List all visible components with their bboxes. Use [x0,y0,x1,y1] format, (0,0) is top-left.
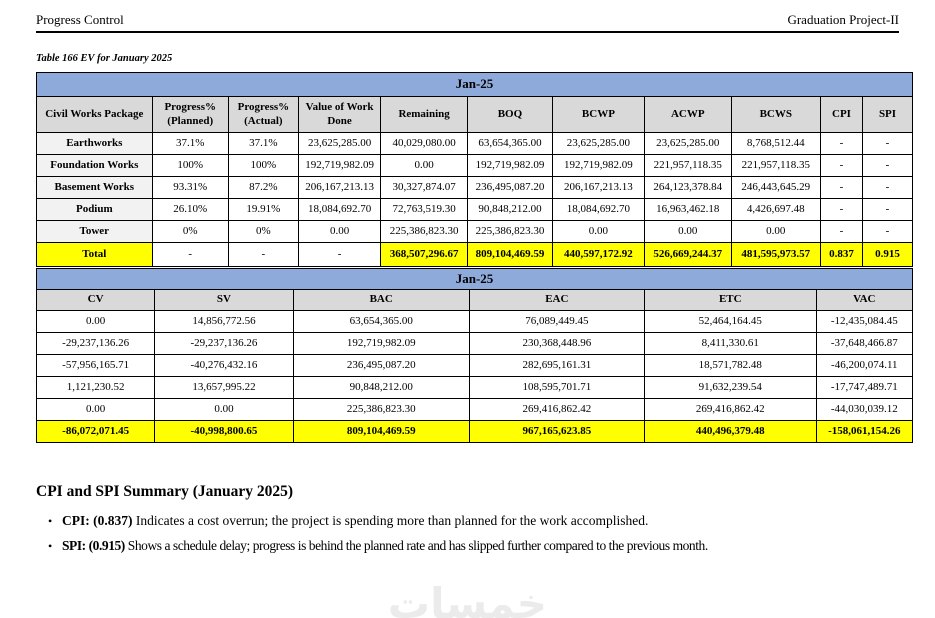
table-cell: 269,416,862.42 [469,399,644,421]
table-row [37,221,913,243]
table-cell: 246,443,645.29 [731,177,820,199]
table-cell: 63,654,365.00 [467,133,552,155]
row-label: Foundation Works [37,155,153,177]
table-cell: -12,435,084.45 [816,311,912,333]
table-cell: -17,747,489.71 [816,377,912,399]
summary-title: CPI and SPI Summary (January 2025) [36,483,294,500]
table-cell: - [820,221,862,243]
table-cell: - [820,199,862,221]
table-cell: 37.1% [228,133,298,155]
table-cell: 30,327,874.07 [381,177,468,199]
total-cell: 0.837 [820,243,862,267]
table-cell: 72,763,519.30 [381,199,468,221]
column-header: Civil Works Package [37,97,153,133]
cpi-bullet [36,513,899,529]
total-cell: 967,165,623.85 [469,421,644,443]
table-cell: 192,719,982.09 [467,155,552,177]
column-header: BAC [293,290,469,311]
table-cell: 0% [152,221,228,243]
table-cell: 225,386,823.30 [293,399,469,421]
table-cell: 0.00 [37,311,155,333]
table-cell: 100% [152,155,228,177]
table-cell: 18,084,692.70 [552,199,644,221]
spi-bullet-text: Shows a schedule delay; progress is behind the planned rate and has slipped further compared to the previous month. [124,538,708,553]
month-band: Jan-25 [37,269,913,290]
column-header: ACWP [644,97,731,133]
table-cell: 91,632,239.54 [644,377,816,399]
column-header: SPI [863,97,913,133]
column-header: ETC [644,290,816,311]
table-cell: 8,411,330.61 [644,333,816,355]
table-cell: 19.91% [228,199,298,221]
document-header [36,12,899,33]
khamsat-watermark-logo: خمسات [387,579,548,618]
table-cell: - [820,177,862,199]
table-cell: 4,426,697.48 [731,199,820,221]
total-cell: 526,669,244.37 [644,243,731,267]
column-header: BCWP [552,97,644,133]
total-cell: -40,998,800.65 [155,421,293,443]
cpi-bullet-text: Indicates a cost overrun; the project is spending more than planned for the work accomplished. [132,513,649,528]
table-cell: 225,386,823.30 [467,221,552,243]
row-label: Earthworks [37,133,153,155]
column-header: VAC [816,290,912,311]
table-cell: 18,084,692.70 [298,199,380,221]
table-cell: 230,368,448.96 [469,333,644,355]
total-cell: - [298,243,380,267]
table-cell: - [820,133,862,155]
table-cell: 52,464,164.45 [644,311,816,333]
table-cell: 0.00 [298,221,380,243]
table-cell: 264,123,378.84 [644,177,731,199]
table-cell: -29,237,136.26 [37,333,155,355]
table-cell: 206,167,213.13 [298,177,380,199]
total-cell: 481,595,973.57 [731,243,820,267]
table-cell: - [863,177,913,199]
table-cell: 63,654,365.00 [293,311,469,333]
table-cell: 221,957,118.35 [644,155,731,177]
total-cell: 809,104,469.59 [467,243,552,267]
table-cell: 192,719,982.09 [293,333,469,355]
table-caption: Table 166 EV for January 2025 [36,53,173,64]
table-cell: 0% [228,221,298,243]
header-left-title: Progress Control [36,12,124,27]
table-cell: - [863,221,913,243]
column-header: Progress% (Actual) [228,97,298,133]
bullet-icon: • [48,539,53,553]
table-row [37,399,913,421]
spi-bullet-label: SPI: (0.915) [62,538,125,553]
total-cell: - [228,243,298,267]
table-cell: 76,089,449.45 [469,311,644,333]
column-header: BCWS [731,97,820,133]
table-cell: 40,029,080.00 [381,133,468,155]
table-cell: 236,495,087.20 [293,355,469,377]
table-row [37,133,913,155]
spi-bullet [36,538,899,554]
table-cell: - [820,155,862,177]
table-cell: - [863,133,913,155]
column-header: EAC [469,290,644,311]
table-row [37,355,913,377]
table-cell: 0.00 [37,399,155,421]
table-cell: 18,571,782.48 [644,355,816,377]
table-cell: 26.10% [152,199,228,221]
total-cell: -86,072,071.45 [37,421,155,443]
table-cell: 221,957,118.35 [731,155,820,177]
table-cell: 90,848,212.00 [467,199,552,221]
table-cell: 0.00 [552,221,644,243]
total-row [37,243,913,267]
total-cell: 809,104,469.59 [293,421,469,443]
row-label: Podium [37,199,153,221]
table-cell: 1,121,230.52 [37,377,155,399]
table-cell: - [863,199,913,221]
table-cell: 90,848,212.00 [293,377,469,399]
column-header: CV [37,290,155,311]
column-header: Value of Work Done [298,97,380,133]
table-cell: 269,416,862.42 [644,399,816,421]
ev-table-january [36,72,913,267]
total-cell: 440,496,379.48 [644,421,816,443]
total-cell: 0.915 [863,243,913,267]
table-cell: 93.31% [152,177,228,199]
total-row [37,421,913,443]
table-cell: 87.2% [228,177,298,199]
table-row [37,177,913,199]
column-header: SV [155,290,293,311]
table-cell: 225,386,823.30 [381,221,468,243]
table-cell: -46,200,074.11 [816,355,912,377]
table-cell: -57,956,165.71 [37,355,155,377]
table-cell: 192,719,982.09 [298,155,380,177]
table-row [37,311,913,333]
table-cell: 14,856,772.56 [155,311,293,333]
cpi-spi-summary [36,483,899,554]
table-cell: -29,237,136.26 [155,333,293,355]
table-cell: 0.00 [644,221,731,243]
row-label: Basement Works [37,177,153,199]
table-cell: 282,695,161.31 [469,355,644,377]
table-cell: 236,495,087.20 [467,177,552,199]
table-row [37,199,913,221]
table-cell: 23,625,285.00 [298,133,380,155]
table-row [37,333,913,355]
table-cell: 206,167,213.13 [552,177,644,199]
total-cell: 440,597,172.92 [552,243,644,267]
row-label: Tower [37,221,153,243]
table-cell: 13,657,995.22 [155,377,293,399]
table-cell: 100% [228,155,298,177]
column-header: CPI [820,97,862,133]
table-row [37,377,913,399]
table-cell: 0.00 [155,399,293,421]
table-cell: - [863,155,913,177]
table-cell: 0.00 [381,155,468,177]
total-cell: -158,061,154.26 [816,421,912,443]
header-right-title: Graduation Project-II [787,12,899,27]
table-cell: 16,963,462.18 [644,199,731,221]
cpi-bullet-label: CPI: (0.837) [62,513,133,528]
total-cell: Total [37,243,153,267]
table-cell: 0.00 [731,221,820,243]
total-cell: - [152,243,228,267]
table-row [37,155,913,177]
month-band: Jan-25 [37,73,913,97]
total-cell: 368,507,296.67 [381,243,468,267]
bullet-icon: • [48,514,53,528]
table-cell: 192,719,982.09 [552,155,644,177]
variance-table-january [36,268,913,443]
table-cell: 23,625,285.00 [644,133,731,155]
table-cell: -37,648,466.87 [816,333,912,355]
table-cell: 23,625,285.00 [552,133,644,155]
table-cell: -44,030,039.12 [816,399,912,421]
table-cell: -40,276,432.16 [155,355,293,377]
table-cell: 8,768,512.44 [731,133,820,155]
table-cell: 37.1% [152,133,228,155]
table-cell: 108,595,701.71 [469,377,644,399]
column-header: Progress% (Planned) [152,97,228,133]
column-header: Remaining [381,97,468,133]
column-header: BOQ [467,97,552,133]
